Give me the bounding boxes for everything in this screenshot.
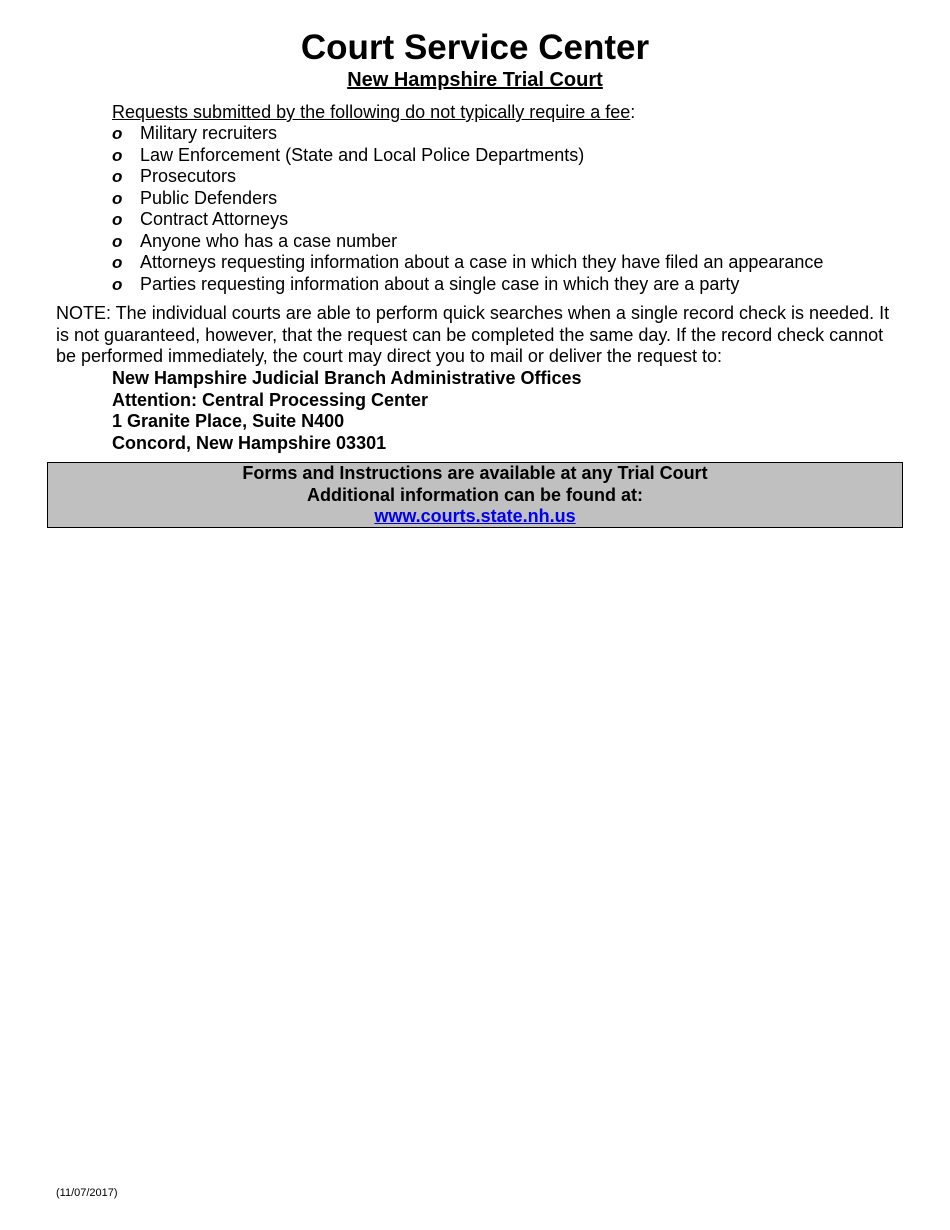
list-item-text: Law Enforcement (State and Local Police Departments) bbox=[140, 144, 585, 165]
bullet-icon: o bbox=[112, 167, 123, 186]
list-item-text: Contract Attorneys bbox=[140, 209, 289, 229]
bullet-icon: o bbox=[112, 253, 123, 272]
note-paragraph: NOTE: The individual courts are able to perform quick searches when a single record check is needed. It is not guaranteed, however, that the request can be completed the same day. If the record check cannot be performed immediately, the court may direct you to mail or deliver the request to: bbox=[56, 303, 890, 366]
list-item-text: Prosecutors bbox=[140, 166, 237, 186]
fee-exempt-list bbox=[112, 123, 823, 295]
info-box-line-1: Forms and Instructions are available at any Trial Court bbox=[242, 463, 708, 483]
address-line-2: Attention: Central Processing Center bbox=[112, 389, 429, 410]
mailing-address bbox=[112, 368, 581, 454]
list-item-text: Attorneys requesting information about a case in which they have filed an appearance bbox=[140, 252, 824, 272]
fee-exempt-heading-text: Requests submitted by the following do not typically require a fee bbox=[112, 102, 631, 122]
info-box bbox=[47, 462, 903, 528]
bullet-icon: o bbox=[112, 124, 123, 143]
page-title: Court Service Center bbox=[300, 28, 650, 67]
list-item bbox=[112, 252, 823, 274]
revision-date: (11/07/2017) bbox=[56, 1187, 118, 1199]
bullet-icon: o bbox=[112, 188, 123, 208]
list-item bbox=[112, 188, 823, 210]
list-item-text: Parties requesting information about a single case in which they are a party bbox=[140, 273, 740, 294]
list-item bbox=[112, 145, 823, 167]
list-item-text: Public Defenders bbox=[140, 187, 278, 208]
info-box-line-2: Additional information can be found at: bbox=[307, 484, 643, 505]
page-subtitle: New Hampshire Trial Court bbox=[347, 69, 603, 91]
list-item-text: Military recruiters bbox=[140, 123, 278, 143]
bullet-icon: o bbox=[112, 145, 123, 165]
list-item bbox=[112, 209, 823, 231]
website-link[interactable]: www.courts.state.nh.us bbox=[374, 506, 576, 526]
address-line-4: Concord, New Hampshire 03301 bbox=[112, 432, 387, 453]
list-item bbox=[112, 231, 823, 253]
fee-exempt-heading-suffix: : bbox=[630, 102, 636, 122]
address-line-1: New Hampshire Judicial Branch Administrative Offices bbox=[112, 368, 582, 388]
list-item-text: Anyone who has a case number bbox=[140, 230, 398, 251]
bullet-icon: o bbox=[112, 274, 123, 294]
list-item bbox=[112, 274, 823, 296]
address-line-3: 1 Granite Place, Suite N400 bbox=[112, 411, 345, 431]
bullet-icon: o bbox=[112, 231, 123, 251]
list-item bbox=[112, 166, 823, 188]
list-item bbox=[112, 123, 823, 145]
fee-exempt-heading bbox=[112, 101, 635, 123]
bullet-icon: o bbox=[112, 210, 123, 229]
